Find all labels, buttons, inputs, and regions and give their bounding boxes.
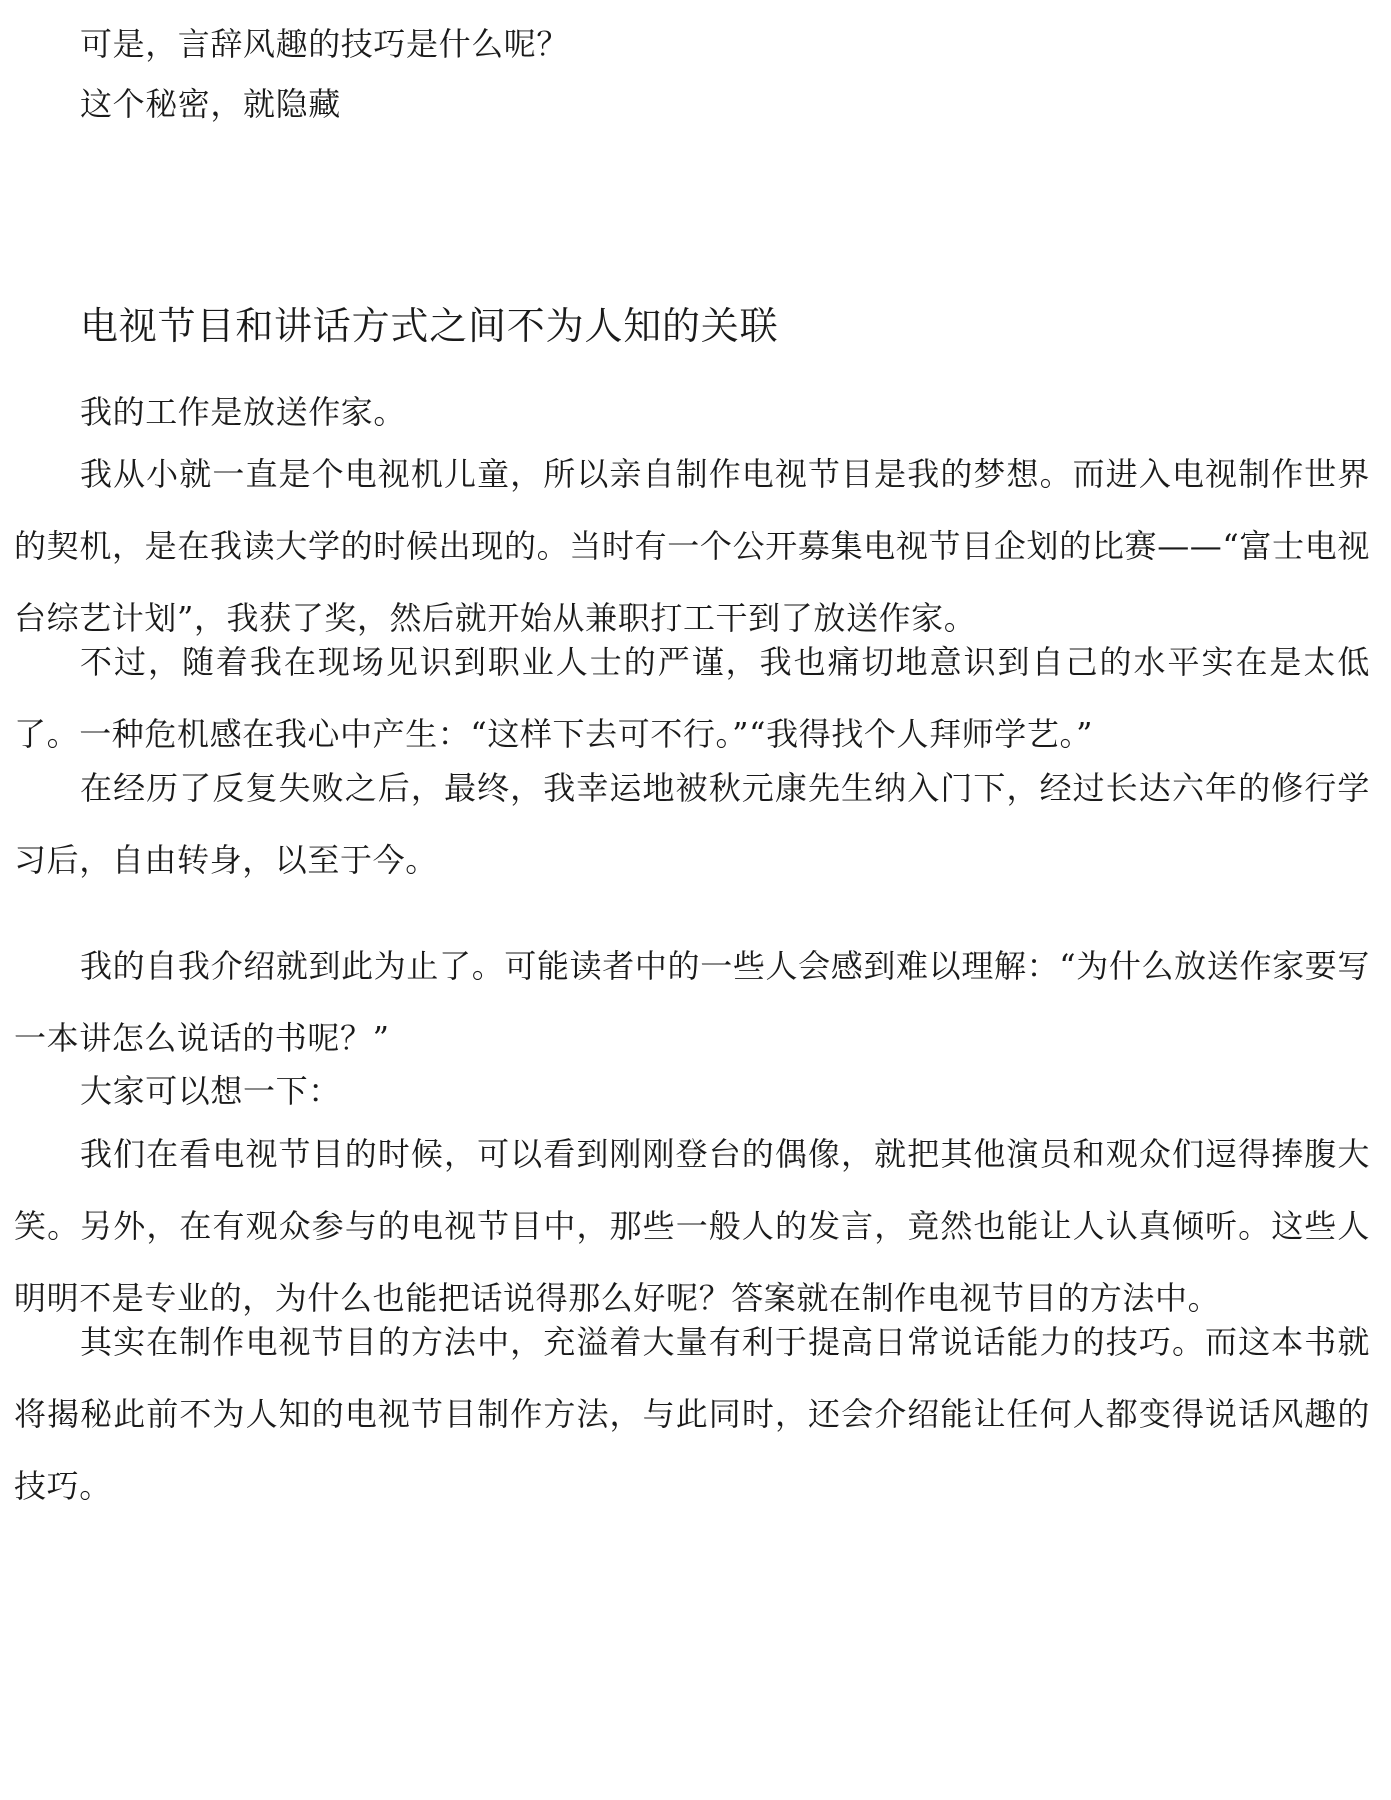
paragraph: 在经历了反复失败之后，最终，我幸运地被秋元康先生纳入门下，经过长达六年的修行学习后，自由转身，以至于今。 [14,769,1370,879]
paragraph: 我的工作是放送作家。 [80,393,407,431]
paragraph: 我们在看电视节目的时候，可以看到刚刚登台的偶像，就把其他演员和观众们逗得捧腹大笑。另外，在有观众参与的电视节目中，那些一般人的发言，竟然也能让人认真倾听。这些人明明不是专业的，为什么也能把话说得那么好呢？答案就在制作电视节目的方法中。 [14,1135,1370,1317]
paragraph: 大家可以想一下： [80,1072,341,1110]
paragraph: 不过，随着我在现场见识到职业人士的严谨，我也痛切地意识到自己的水平实在是太低了。一种危机感在我心中产生：“这样下去可不行。”“我得找个人拜师学艺。” [14,643,1370,753]
intro-line: 这个秘密，就隐藏 [80,85,341,123]
paragraph: 我的自我介绍就到此为止了。可能读者中的一些人会感到难以理解：“为什么放送作家要写一本讲怎么说话的书呢？” [14,947,1370,1057]
intro-line: 可是，言辞风趣的技巧是什么呢？ [80,25,570,63]
paragraph: 我从小就一直是个电视机儿童，所以亲自制作电视节目是我的梦想。而进入电视制作世界的契机，是在我读大学的时候出现的。当时有一个公开募集电视节目企划的比赛——“富士电视台综艺计划”，我获了奖，然后就开始从兼职打工干到了放送作家。 [14,455,1370,637]
paragraph: 其实在制作电视节目的方法中，充溢着大量有利于提高日常说话能力的技巧。而这本书就将揭秘此前不为人知的电视节目制作方法，与此同时，还会介绍能让任何人都变得说话风趣的技巧。 [14,1323,1370,1505]
section-heading: 电视节目和讲话方式之间不为人知的关联 [80,304,779,348]
